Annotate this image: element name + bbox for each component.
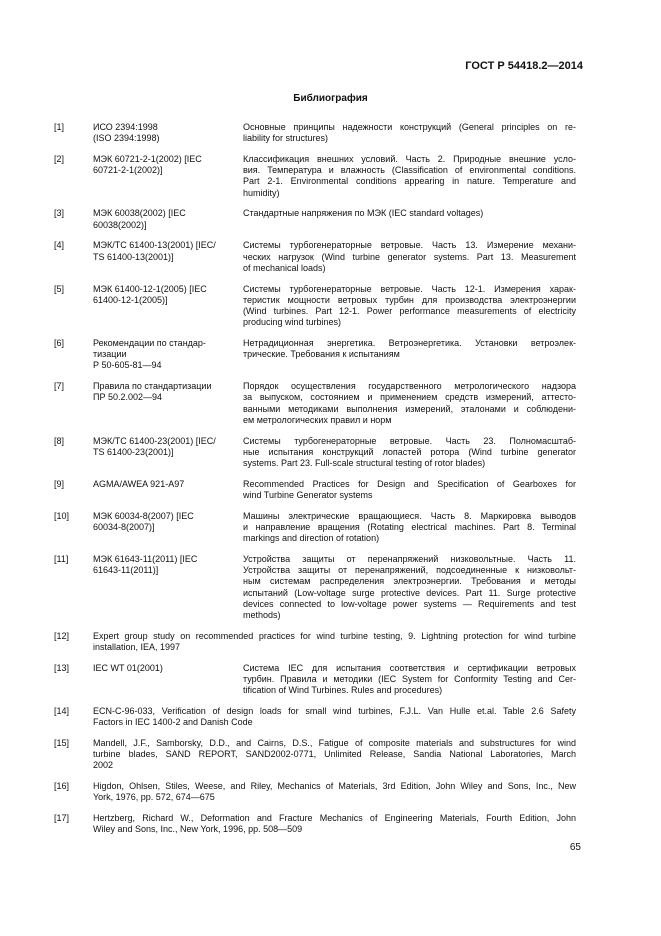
bibliography-entry (54, 122, 576, 144)
description-line: турбин. Правила и методики (IEC System for Conformity Testing and Cer- (243, 674, 576, 685)
source-line: ПР 50.2.002—94 (93, 392, 163, 403)
source-line: 60721-2-1(2002)] (93, 165, 163, 176)
entry-description (243, 554, 576, 621)
source-line: TS 61400-13(2001)] (93, 251, 174, 262)
description-line: ванными методиками выполнения измерений, эталонами и соблюдени- (243, 403, 576, 414)
bibliography-entry (54, 381, 576, 426)
entry-source (93, 436, 243, 470)
entry-number: [12] (54, 630, 70, 641)
entry-description (243, 381, 576, 426)
source-line: МЭК 60034-8(2007) [IEC (93, 510, 194, 521)
entry-source (93, 511, 243, 545)
source-line: Р 50-605-81—94 (93, 360, 162, 371)
bibliography-entry (54, 154, 576, 199)
entry-source (93, 479, 243, 501)
description-line: Классификация внешних условий. Часть 2. Природные внешние усло- (243, 154, 576, 164)
entry-source (93, 122, 243, 144)
entry-source (93, 208, 243, 230)
source-line: МЭК/ТС 61400-13(2001) [IEC/ (93, 240, 216, 251)
source-line: 61643-11(2011)] (93, 565, 159, 576)
description-line: Система IEC для испытания соответствия и сертификации ветровых (243, 662, 576, 673)
bibliography-entry (54, 706, 576, 728)
entry-number: [7] (54, 381, 65, 392)
description-line: wind Turbine Generator systems (243, 490, 373, 501)
entry-citation (93, 631, 576, 653)
description-line: Машины электрические вращающиеся. Часть 8. Маркировка выводов (243, 510, 576, 521)
description-line: ческих нагрузок (Wind turbine generator systems. Part 13. Measurement (243, 251, 576, 262)
entry-description (243, 436, 576, 470)
citation-line: York, 1976, pp. 572, 674—675 (93, 792, 215, 803)
entry-number: [9] (54, 478, 65, 489)
bibliography-heading: Библиография (293, 93, 368, 104)
description-line: трические. Требования к испытаниям (243, 349, 400, 360)
bibliography-entry (54, 813, 576, 835)
entry-source (93, 240, 243, 274)
description-line: и направление вращения (Rotating electrical machines. Part 8. Terminal (243, 522, 576, 533)
entry-number: [4] (54, 240, 65, 251)
citation-line: Wiley and Sons, Inc., New York, 1996, pp. 508—509 (93, 824, 303, 835)
entry-description (243, 154, 576, 199)
citation-line: ECN-C-96-033, Verification of design loads for small wind turbines, F.J.L. Van Hulle et.al. Table 2.6 Safety (93, 706, 576, 717)
bibliography-entry (54, 240, 576, 274)
bibliography-entry (54, 631, 576, 653)
description-line: Системы турбогенераторные ветровые. Часть 13. Измерение механи- (243, 240, 576, 251)
description-line: humidity) (243, 187, 280, 198)
entry-source (93, 338, 243, 372)
entry-number: [5] (54, 283, 65, 294)
description-line: liability for structures) (243, 133, 329, 144)
description-line: tification of Wind Turbines. Rules and procedures) (243, 685, 443, 696)
entry-description (243, 663, 576, 697)
entry-number: [11] (54, 554, 69, 565)
source-line: Правила по стандартизации (93, 381, 212, 392)
bibliography-entry (54, 781, 576, 803)
description-line: Нетрадиционная энергетика. Ветроэнергетика. Установки ветроэлек- (243, 338, 576, 349)
entry-source (93, 284, 243, 329)
entry-number: [6] (54, 338, 65, 349)
source-line: тизации (93, 349, 127, 360)
description-line: теристик мощности ветровых турбин для производства электроэнергии (243, 294, 576, 305)
entry-number: [16] (54, 781, 70, 792)
description-line: methods) (243, 610, 281, 621)
description-line: Системы турбогенераторные ветровые. Часть 12-1. Измерения харак- (243, 283, 576, 294)
bibliography-entry (54, 208, 576, 230)
entry-number: [17] (54, 813, 70, 824)
entry-description (243, 240, 576, 274)
entry-number: [2] (54, 154, 65, 164)
bibliography-list (54, 122, 576, 845)
entry-source (93, 663, 243, 697)
bibliography-entry (54, 738, 576, 772)
citation-line: Factors in IEC 1400-2 and Danish Code (93, 717, 253, 728)
entry-number: [3] (54, 208, 65, 219)
description-line: Устройства защиты от перенапряжений низковольтные. Часть 11. (243, 554, 576, 565)
description-line: Part 2-1. Environmental conditions appearing in nature. Temperature and (243, 176, 576, 187)
citation-line: 2002 (93, 760, 114, 771)
description-line: Основные принципы надежности конструкций (General principles on re- (243, 122, 576, 132)
source-line: 60034-8(2007)] (93, 522, 155, 533)
description-line: Порядок осуществления государственного метрологического надзора (243, 381, 576, 392)
entry-citation (93, 781, 576, 803)
entry-description (243, 284, 576, 329)
source-line: МЭК/ТС 61400-23(2001) [IEC/ (93, 435, 216, 446)
source-line: 60038(2002)] (93, 219, 147, 230)
source-line: (ISO 2394:1998) (93, 133, 160, 144)
description-line: Устройства защиты от перенапряжений, подсоединенные к низковольт- (243, 565, 576, 576)
description-line: ные испытания конструкций лопастей ротора (Wind turbine generator (243, 446, 576, 457)
document-code: ГОСТ Р 54418.2—2014 (465, 60, 583, 72)
description-line: Системы турбогенераторные ветровые. Часть 23. Полномасштаб- (243, 435, 576, 446)
source-line: AGMA/AWEA 921-A97 (93, 478, 185, 489)
entry-citation (93, 813, 576, 835)
description-line: of mechanical loads) (243, 262, 326, 273)
source-line: Рекомендации по стандар- (93, 338, 206, 349)
entry-description (243, 208, 576, 230)
source-line: IEC WT 01(2001) (93, 662, 163, 673)
source-line: 61400-12-1(2005)] (93, 294, 168, 305)
description-line: ем метрологических правил и норм (243, 414, 392, 425)
description-line: producing wind turbines) (243, 317, 342, 328)
entry-number: [15] (54, 738, 70, 749)
description-line: ным системам распределения электроэнергии. Требования и методы (243, 576, 576, 587)
entry-source (93, 154, 243, 199)
description-line: Стандартные напряжения по МЭК (IEC standard voltages) (243, 208, 484, 219)
citation-line: Hertzberg, Richard W., Deformation and Fracture Mechanics of Engineering Materials, Fourth Edition, John (93, 813, 576, 824)
entry-description (243, 338, 576, 372)
entry-number: [13] (54, 662, 70, 673)
bibliography-entry (54, 284, 576, 329)
entry-description (243, 479, 576, 501)
source-line: МЭК 61400-12-1(2005) [IEC (93, 283, 207, 294)
citation-line: Higdon, Ohlsen, Stiles, Weese, and Riley, Mechanics of Materials, 3rd Edition, John Wiley and Sons, Inc., New (93, 781, 576, 792)
citation-line: Expert group study on recommended practices for wind turbine testing, 9. Lightning protection for wind turbine (93, 630, 576, 641)
source-line: МЭК 61643-11(2011) [IEC (93, 554, 198, 565)
bibliography-entry (54, 436, 576, 470)
description-line: Recommended Practices for Design and Specification of Gearboxes for (243, 478, 576, 489)
description-line: devices connected to low-voltage power systems — Requirements and test (243, 598, 576, 609)
bibliography-entry (54, 511, 576, 545)
entry-citation (93, 706, 576, 728)
description-line: markings and direction of rotation) (243, 533, 380, 544)
entry-number: [8] (54, 435, 65, 446)
entry-citation (93, 738, 576, 772)
entry-description (243, 511, 576, 545)
entry-number: [14] (54, 706, 70, 717)
entry-source (93, 381, 243, 426)
description-line: испытаний (Low-voltage surge protective devices. Part 11. Surge protective (243, 587, 576, 598)
bibliography-entry (54, 554, 576, 621)
description-line: systems. Part 23. Full-scale structural testing of rotor blades) (243, 458, 486, 469)
entry-description (243, 122, 576, 144)
bibliography-entry (54, 479, 576, 501)
entry-source (93, 554, 243, 621)
source-line: TS 61400-23(2001)] (93, 446, 174, 457)
description-line: (Wind turbines. Part 12-1. Power performance measurements of electricity (243, 306, 576, 317)
source-line: ИСО 2394:1998 (93, 122, 158, 132)
description-line: вия. Температура и влажность (Classification of environmental conditions. (243, 165, 576, 176)
citation-line: Mandell, J.F., Samborsky, D.D., and Cairns, D.S., Fatigue of composite materials and substructures for wind (93, 738, 576, 749)
bibliography-entry (54, 663, 576, 697)
page-number: 65 (569, 842, 581, 853)
entry-number: [10] (54, 510, 70, 521)
citation-line: installation, IEA, 1997 (93, 642, 181, 653)
bibliography-entry (54, 338, 576, 372)
source-line: МЭК 60038(2002) [IEC (93, 208, 186, 219)
source-line: МЭК 60721-2-1(2002) [IEC (93, 154, 202, 164)
entry-number: [1] (54, 122, 65, 132)
description-line: за выпуском, состоянием и применением средств измерений, аттесто- (243, 392, 576, 403)
citation-line: turbine blades, SAND REPORT, SAND2002-0771, Unlimited Release, Sandia National Laboratories, March (93, 749, 576, 760)
